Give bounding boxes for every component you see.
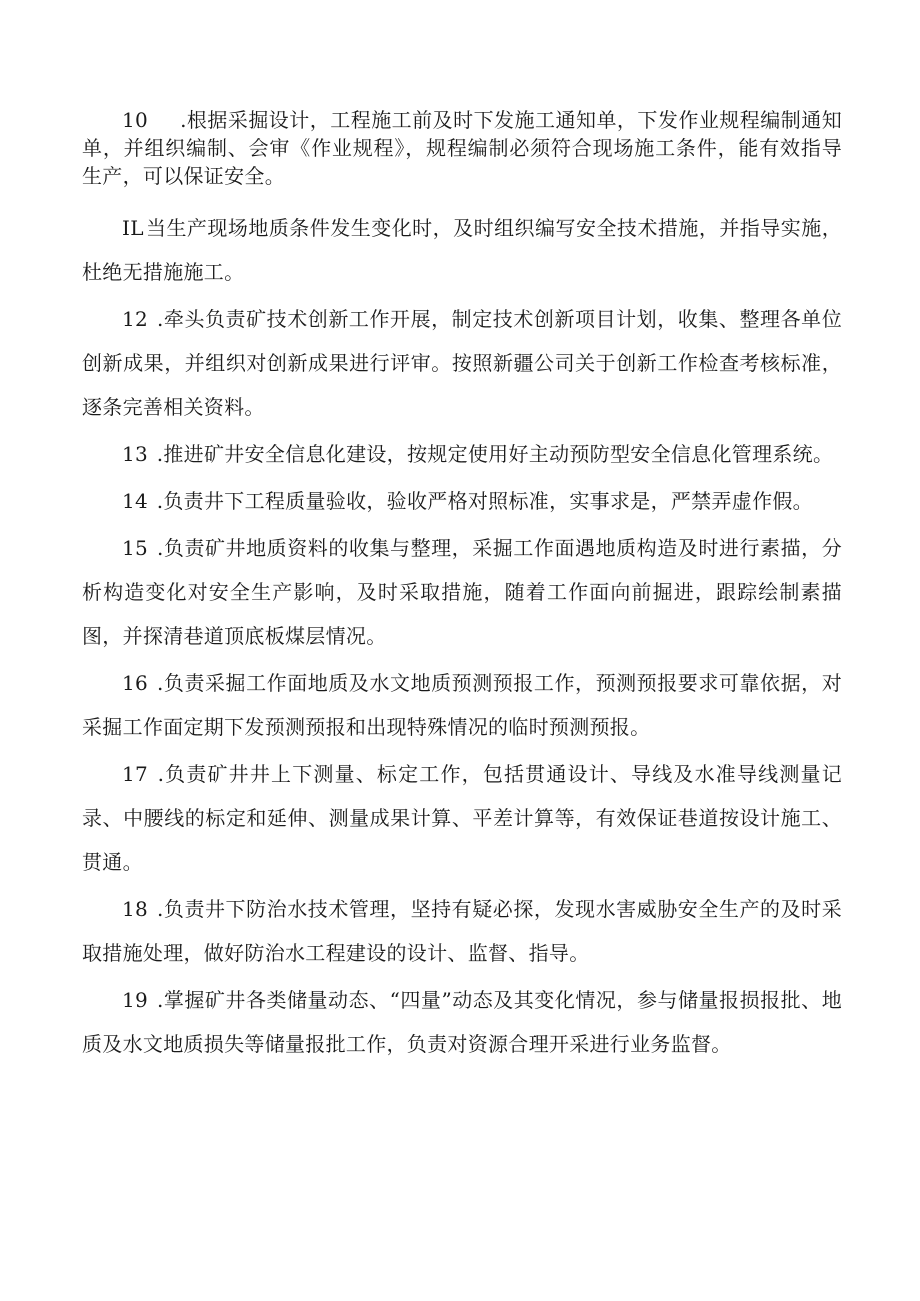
paragraph-14 xyxy=(82,479,842,523)
paragraph-11 xyxy=(82,206,842,294)
document-page xyxy=(82,106,842,1069)
paragraph-number: 19 xyxy=(122,988,149,1012)
paragraph-number: 15 xyxy=(122,536,149,560)
paragraph-number: 12 xyxy=(122,307,149,331)
paragraph-number: 17 xyxy=(122,762,149,786)
paragraph-text: .负责矿井地质资料的收集与整理，采掘工作面遇地质构造及时进行素描，分析构造变化对安全生产影响，及时采取措施，随着工作面向前掘进，跟踪绘制素描图，并探清巷道顶底板煤层情况。 xyxy=(82,536,842,648)
paragraph-number: IL xyxy=(122,216,144,240)
paragraph-10 xyxy=(82,106,842,190)
paragraph-19 xyxy=(82,978,842,1066)
paragraph-text: .负责井下防治水技术管理，坚持有疑必探，发现水害威胁安全生产的及时采取措施处理，做好防治水工程建设的设计、监督、指导。 xyxy=(82,897,842,965)
paragraph-number: 14 xyxy=(122,489,149,513)
paragraph-text: 当生产现场地质条件发生变化时，及时组织编写安全技术措施，并指导实施，杜绝无措施施工。 xyxy=(82,216,842,284)
paragraph-text: .掌握矿井各类储量动态、“四量”动态及其变化情况，参与储量报损报批、地质及水文地质损失等储量报批工作，负责对资源合理开采进行业务监督。 xyxy=(82,988,842,1056)
paragraph-13 xyxy=(82,432,842,476)
paragraph-number: 13 xyxy=(122,442,149,466)
paragraph-17 xyxy=(82,752,842,884)
paragraph-12 xyxy=(82,297,842,429)
paragraph-16 xyxy=(82,661,842,749)
paragraph-18 xyxy=(82,887,842,975)
paragraph-text: .推进矿井安全信息化建设，按规定使用好主动预防型安全信息化管理系统。 xyxy=(150,442,834,466)
paragraph-number: 10 xyxy=(122,108,149,132)
paragraph-text: .牵头负责矿技术创新工作开展，制定技术创新项目计划，收集、整理各单位创新成果，并组织对创新成果进行评审。按照新疆公司关于创新工作检查考核标准，逐条完善相关资料。 xyxy=(82,307,842,419)
paragraph-number: 16 xyxy=(122,671,149,695)
paragraph-text: .根据采掘设计，工程施工前及时下发施工通知单，下发作业规程编制通知单，并组织编制、会审《作业规程》，规程编制必须符合现场施工条件，能有效指导生产，可以保证安全。 xyxy=(82,108,842,188)
paragraph-text: .负责矿井井上下测量、标定工作，包括贯通设计、导线及水准导线测量记录、中腰线的标定和延伸、测量成果计算、平差计算等，有效保证巷道按设计施工、贯通。 xyxy=(82,762,842,874)
paragraph-number: 18 xyxy=(122,897,149,921)
paragraph-text: .负责井下工程质量验收，验收严格对照标准，实事求是，严禁弄虚作假。 xyxy=(150,489,813,513)
paragraph-15 xyxy=(82,526,842,658)
paragraph-text: .负责采掘工作面地质及水文地质预测预报工作，预测预报要求可靠依据，对采掘工作面定期下发预测预报和出现特殊情况的临时预测预报。 xyxy=(82,671,842,739)
